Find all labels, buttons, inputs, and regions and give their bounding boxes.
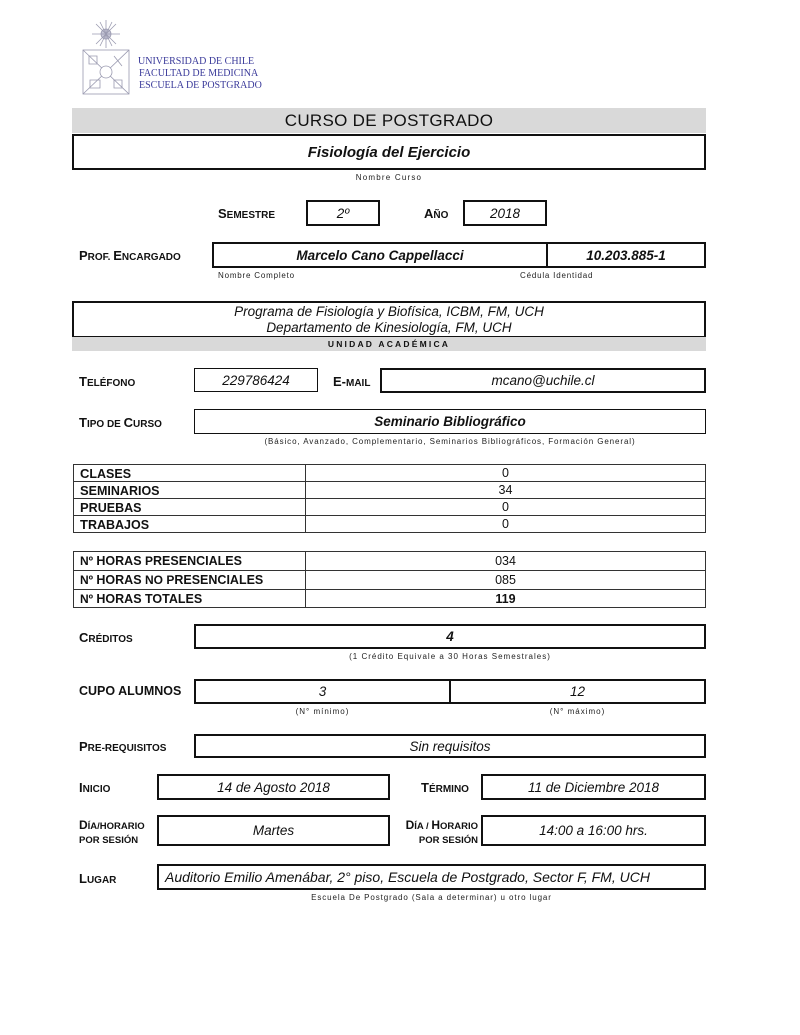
email-field[interactable] — [380, 368, 706, 393]
end-date-label: TÉRMINO — [421, 780, 469, 795]
hours-label-presenciales: Nº HORAS PRESENCIALES — [74, 552, 306, 571]
activity-value-seminarios[interactable]: 34 — [306, 482, 706, 499]
phone-value: 229786424 — [222, 372, 290, 388]
session-day-label: DÍA/HORARIO POR SESIÓN — [79, 818, 145, 846]
start-date-value: 14 de Agosto 2018 — [217, 779, 330, 795]
credits-field[interactable] — [194, 624, 706, 649]
activity-label-seminarios: SEMINARIOS — [74, 482, 306, 499]
location-label: LUGAR — [79, 871, 117, 886]
start-date-label: INICIO — [79, 780, 111, 795]
credits-value: 4 — [446, 629, 454, 644]
professor-name-value: Marcelo Cano Cappellacci — [296, 247, 464, 263]
activity-value-trabajos[interactable]: 0 — [306, 516, 706, 533]
academic-unit-caption: UNIDAD ACADÉMICA — [72, 337, 706, 351]
table-row — [74, 482, 706, 499]
hours-label-totales: Nº HORAS TOTALES — [74, 590, 306, 608]
capacity-min-caption: (N° mínimo) — [295, 707, 350, 716]
hours-value-totales[interactable]: 119 — [306, 590, 706, 608]
course-type-value: Seminario Bibliográfico — [374, 414, 526, 429]
table-row — [74, 590, 706, 608]
year-value: 2018 — [489, 205, 521, 221]
professor-id-field[interactable] — [546, 242, 706, 268]
activity-label-clases: CLASES — [74, 465, 306, 482]
university-crest-icon — [80, 20, 132, 96]
location-caption: Escuela De Postgrado (Sala a determinar) u otro lugar — [311, 893, 552, 902]
professor-id-value: 10.203.885-1 — [586, 247, 666, 263]
start-date-field[interactable] — [157, 774, 390, 800]
course-name-field[interactable] — [72, 134, 706, 170]
capacity-max-field[interactable] — [449, 679, 706, 704]
session-time-label: DÍA / HORARIO POR SESIÓN — [405, 818, 478, 846]
location-field[interactable] — [157, 864, 706, 890]
capacity-max-caption: (N° máximo) — [549, 707, 606, 716]
table-row — [74, 516, 706, 533]
course-name-caption: Nombre Curso — [355, 173, 423, 182]
prerequisites-label: PRE-REQUISITOS — [79, 739, 167, 754]
email-label: E-MAIL — [333, 374, 371, 389]
school-name: ESCUELA DE POSTGRADO — [139, 80, 262, 91]
course-type-field[interactable] — [194, 409, 706, 434]
prerequisites-value: Sin requisitos — [409, 738, 491, 754]
prerequisites-field[interactable] — [194, 734, 706, 758]
activity-value-pruebas[interactable]: 0 — [306, 499, 706, 516]
session-time-field[interactable] — [481, 815, 706, 846]
table-row — [74, 552, 706, 571]
table-row — [74, 499, 706, 516]
table-row — [74, 571, 706, 590]
end-date-field[interactable] — [481, 774, 706, 800]
hours-value-presenciales[interactable]: 034 — [306, 552, 706, 571]
activities-table — [73, 464, 706, 533]
activity-label-trabajos: TRABAJOS — [74, 516, 306, 533]
activity-label-pruebas: PRUEBAS — [74, 499, 306, 516]
end-date-value: 11 de Diciembre 2018 — [527, 779, 660, 795]
university-name: UNIVERSIDAD DE CHILE — [138, 56, 255, 67]
capacity-min-field[interactable] — [194, 679, 451, 704]
hours-table — [73, 551, 706, 608]
phone-label: TELÉFONO — [79, 374, 136, 389]
page-title: CURSO DE POSTGRADO — [72, 108, 706, 133]
phone-field[interactable] — [194, 368, 318, 392]
professor-id-caption: Cédula Identidad — [520, 271, 594, 280]
year-field[interactable] — [463, 200, 547, 226]
academic-unit-field[interactable] — [72, 301, 706, 338]
academic-unit-line1: Programa de Fisiología y Biofísica, ICBM, FM, UCH — [234, 303, 544, 319]
hours-label-no-presenciales: Nº HORAS NO PRESENCIALES — [74, 571, 306, 590]
location-value: Auditorio Emilio Amenábar, 2° piso, Escuela de Postgrado, Sector F, FM, UCH — [165, 869, 650, 885]
institution-name — [138, 56, 262, 92]
year-label: AÑO — [424, 206, 449, 221]
course-type-label: TIPO DE CURSO — [79, 415, 162, 430]
credits-label: CRÉDITOS — [79, 630, 133, 645]
semester-label: SEMESTRE — [218, 206, 276, 221]
capacity-max-value: 12 — [569, 684, 586, 699]
semester-value: 2º — [336, 205, 350, 221]
faculty-name: FACULTAD DE MEDICINA — [139, 68, 259, 79]
capacity-label: CUPO ALUMNOS — [79, 684, 182, 698]
table-row — [74, 465, 706, 482]
professor-label: PROF. ENCARGADO — [79, 248, 181, 263]
semester-field[interactable] — [306, 200, 380, 226]
capacity-min-value: 3 — [318, 684, 327, 699]
activity-value-clases[interactable]: 0 — [306, 465, 706, 482]
hours-value-no-presenciales[interactable]: 085 — [306, 571, 706, 590]
session-time-value: 14:00 a 16:00 hrs. — [539, 823, 648, 838]
email-value: mcano@uchile.cl — [491, 373, 595, 388]
course-type-caption: (Básico, Avanzado, Complementario, Seminarios Bibliográficos, Formación General) — [264, 437, 636, 446]
course-name-value: Fisiología del Ejercicio — [307, 143, 471, 161]
session-day-value: Martes — [252, 823, 295, 838]
professor-name-caption: Nombre Completo — [218, 271, 295, 280]
academic-unit-line2: Departamento de Kinesiología, FM, UCH — [266, 319, 512, 335]
session-day-field[interactable] — [157, 815, 390, 846]
professor-name-field[interactable] — [212, 242, 548, 268]
credits-caption: (1 Crédito Equivale a 30 Horas Semestrales) — [349, 652, 551, 661]
